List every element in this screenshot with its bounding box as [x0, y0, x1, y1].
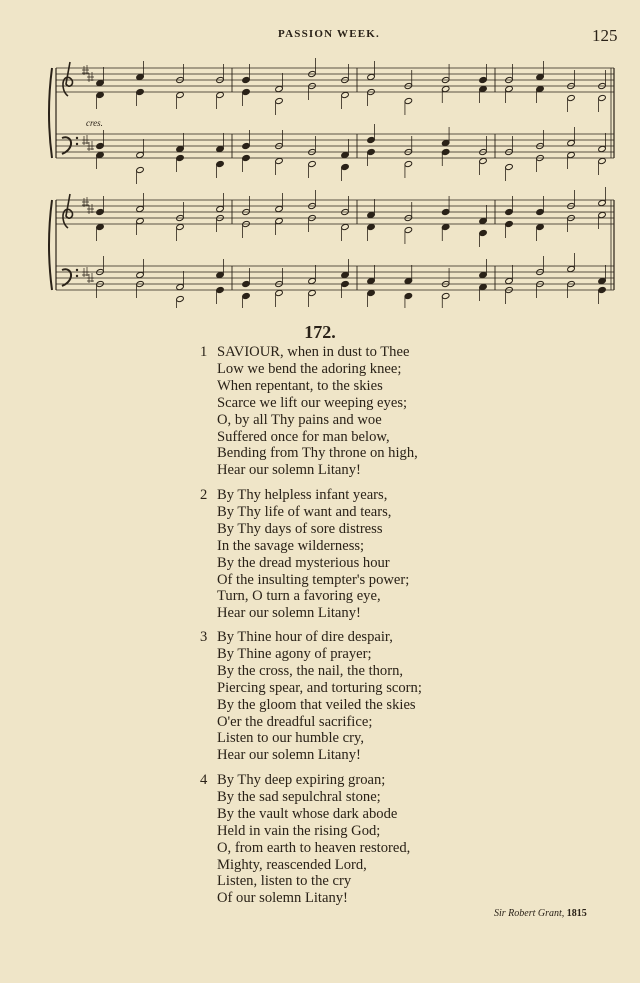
stanza-number: 2 [200, 487, 208, 503]
verse-line: Listen to our humble cry, [217, 730, 364, 747]
stanza-3 [200, 629, 422, 764]
verse-line: O, by all Thy pains and woe [217, 411, 382, 428]
verse-line: By Thy days of sore distress [217, 520, 383, 537]
running-title: PASSION WEEK. [278, 28, 380, 40]
author-attribution [494, 908, 587, 919]
page-number: 125 [592, 26, 618, 45]
stanza-number: 4 [200, 772, 208, 788]
stanza-2 [200, 487, 409, 622]
music-score [44, 56, 624, 308]
verse-line: Hear our solemn Litany! [217, 747, 361, 764]
verse-line: Mighty, reascended Lord, [217, 856, 367, 873]
music-system-2 [49, 187, 614, 308]
verse-line: Hear our solemn Litany! [217, 605, 361, 622]
verse-line: Suffered once for man below, [217, 428, 390, 445]
verse-line: Listen, listen to the cry [217, 873, 352, 890]
verse-line: By the dread mysterious hour [217, 554, 390, 571]
stanza-1 [200, 344, 418, 479]
verse-line: By the gloom that veiled the skies [217, 696, 416, 713]
verse-line: Turn, O turn a favoring eye, [217, 588, 381, 605]
verse-line: Of the insulting tempter's power; [217, 571, 410, 588]
verse-line: By Thy life of want and tears, [217, 503, 392, 520]
verse-line: By Thy deep expiring groan; [217, 772, 386, 788]
author-year: 1815 [566, 908, 587, 919]
verse-line: Held in vain the rising God; [217, 822, 381, 839]
verse-line: By Thine hour of dire despair, [217, 629, 393, 645]
verse-line: By the cross, the nail, the thorn, [217, 662, 404, 679]
stanza-number: 1 [200, 344, 208, 360]
verse-line: Of our solemn Litany! [217, 890, 348, 907]
verse-line: By the sad sepulchral stone; [217, 788, 381, 805]
verse-line: By the vault whose dark abode [217, 805, 398, 822]
verse-line: Bending from Thy throne on high, [217, 445, 418, 462]
author-name: Sir Robert Grant, [494, 908, 565, 919]
verse-line: Scarce we lift our weeping eyes; [217, 394, 408, 411]
verse-line: Hear our solemn Litany! [217, 462, 361, 479]
verse-line: O'er the dreadful sacrifice; [217, 713, 373, 730]
music-system-1 [49, 58, 614, 184]
verse-line: Low we bend the adoring knee; [217, 360, 402, 377]
verse-line: When repentant, to the skies [217, 377, 383, 394]
verse-line: By Thy helpless infant years, [217, 487, 388, 503]
verse-line: By Thine agony of prayer; [217, 645, 372, 662]
verse-line: SAVIOUR, when in dust to Thee [217, 344, 410, 360]
verse-line: In the savage wilderness; [217, 537, 365, 554]
dynamic-marking: cres. [86, 118, 103, 128]
verse-line: O, from earth to heaven restored, [217, 839, 411, 856]
stanza-number: 3 [200, 629, 208, 645]
verse-line: Piercing spear, and torturing scorn; [217, 679, 422, 696]
hymn-number: 172. [304, 322, 336, 342]
stanza-4 [200, 772, 410, 907]
